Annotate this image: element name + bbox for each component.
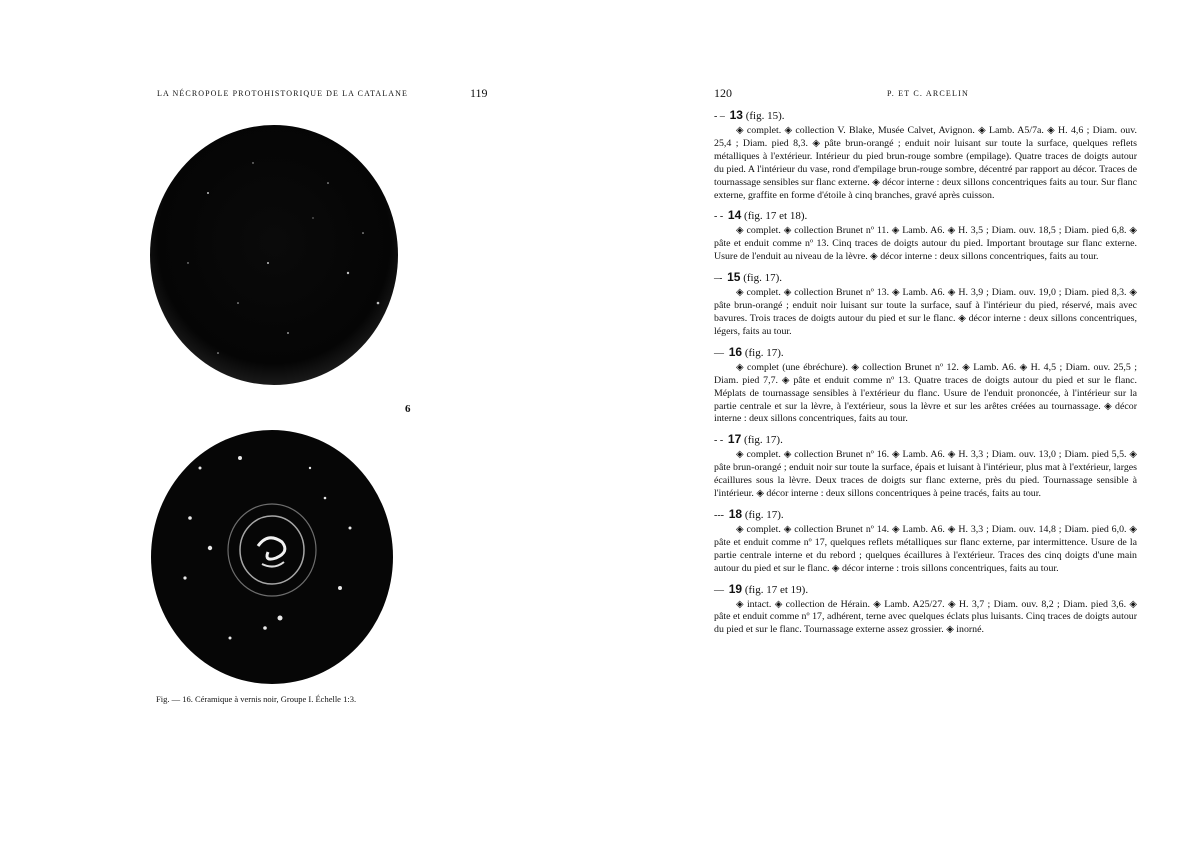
entry-number: 16 xyxy=(728,344,743,359)
catalogue-entry xyxy=(714,507,1137,576)
catalogue-entry xyxy=(714,208,1137,264)
entry-figure-ref: (fig. 15). xyxy=(745,110,785,122)
entry-dash: - - xyxy=(714,211,724,223)
figure-caption: Fig. — 16. Céramique à vernis noir, Groupe I. Échelle 1:3. xyxy=(156,694,357,704)
entry-number: 19 xyxy=(728,581,743,596)
catalogue-entry xyxy=(714,432,1137,501)
catalogue-entry xyxy=(714,582,1137,638)
entry-figure-ref: (fig. 17 et 18). xyxy=(744,210,808,223)
entry-figure-ref: (fig. 17 et 19). xyxy=(744,583,809,596)
entry-dash: --- xyxy=(714,509,724,521)
entry-description: ◈ complet. ◈ collection V. Blake, Musée Calvet, Avignon. ◈ Lamb. A5/7a. ◈ H. 4,6 ; Diam. ouv. 25,4 ; Diam. pied 8,3. ◈ pâte brun-orangé ; enduit noir luisant sur toute la surface, quelques reflets métalliques à l'extérieur. Intérieur du pied brun-rouge sombre (empilage). Quatre traces de doigts autour du pied. A l'intérieur du vase, rond d'empilage brun-rouge sombre, décentré par rapport au décor. Traces de tournassage sensibles sur flanc externe. ◈ décor interne : deux sillons concentriques faits au tour. Sur flanc externe, graffite en forme d'étoile à cinq branches, gravé après cuisson. xyxy=(714,125,1137,201)
entry-figure-ref: (fig. 17). xyxy=(744,346,784,359)
entry-description: ◈ complet. ◈ collection Brunet nº 14. ◈ Lamb. A6. ◈ H. 3,3 ; Diam. ouv. 14,8 ; Diam. pied 6,0. ◈ pâte et enduit comme nº 17, quelques reflets métalliques sur flanc externe, par intermittence. Usure de la partie centrale interne et du rebord ; quelques écaillures à l'extérieur. Traces des cinq doigts d'une main autour du pied et sur le flanc. ◈ décor interne : trois sillons concentriques, faits au tour. xyxy=(714,523,1137,574)
page-number-left: 119 xyxy=(470,86,488,100)
entry-heading xyxy=(714,345,1137,361)
entry-figure-ref: (fig. 17). xyxy=(744,508,784,521)
entry-description: ◈ complet. ◈ collection Brunet nº 13. ◈ Lamb. A6. ◈ H. 3,9 ; Diam. ouv. 19,0 ; Diam. pied 8,3. ◈ pâte brun-orangé ; enduit noir luisant sur toute la surface, sauf à l'intérieur du pied, réservé, mais avec bavures. Trois traces de doigts autour du pied et sur le flanc. ◈ décor interne : deux sillons concentriques, légers, faits au tour. xyxy=(714,287,1137,337)
entry-dash: — xyxy=(714,584,724,596)
entry-figure-ref: (fig. 17). xyxy=(743,272,782,285)
entry-number: 18 xyxy=(728,506,743,521)
entry-dash: –- xyxy=(714,273,723,285)
entry-figure-ref: (fig. 17). xyxy=(744,434,783,447)
entry-dash: - – xyxy=(714,111,725,122)
entry-dash: - - xyxy=(714,435,724,447)
entry-description: ◈ complet (une ébréchure). ◈ collection Brunet nº 12. ◈ Lamb. A6. ◈ H. 4,5 ; Diam. ouv. 25,5 ; Diam. pied 7,7. ◈ pâte et enduit comme nº 13. Quatre traces de doigts autour du pied et sur le flanc. Méplats de tournassage sensibles à l'extérieur du flanc. Usure de l'enduit prononcée, à l'intérieur sur la partie centrale et sur la lèvre, à l'extérieur, sous la lèvre et sur les arêtes créées au tournassage. ◈ décor interne : deux sillons concentriques, faits au tour. xyxy=(714,361,1137,425)
entry-number: 17 xyxy=(727,432,742,447)
entry-heading xyxy=(714,270,1137,286)
black-glaze-bowl-interior-photo xyxy=(150,428,395,686)
catalogue-entry xyxy=(714,270,1137,339)
entry-dash: — xyxy=(714,347,724,359)
plate-label: 6 xyxy=(405,403,411,415)
entry-heading xyxy=(714,208,1137,224)
catalogue-entry xyxy=(714,108,1137,202)
running-head-authors: P. ET C. ARCELIN xyxy=(887,89,969,98)
entry-number: 15 xyxy=(727,270,741,285)
right-page xyxy=(600,0,1200,847)
entry-description: ◈ intact. ◈ collection de Hérain. ◈ Lamb. A25/27. ◈ H. 3,7 ; Diam. ouv. 8,2 ; Diam. pied 3,6. ◈ pâte et enduit comme nº 17, adhérent, terne avec quelques éclats plus luisants. Cinq traces de doigts autour du pied et sur le flanc. Tournassage externe assez grossier. ◈ inorné. xyxy=(714,598,1137,636)
entry-heading xyxy=(714,507,1137,523)
entry-number: 13 xyxy=(729,108,743,122)
entry-number: 14 xyxy=(727,208,742,223)
entry-description: ◈ complet. ◈ collection Brunet nº 16. ◈ Lamb. A6. ◈ H. 3,3 ; Diam. ouv. 13,0 ; Diam. pied 5,5. ◈ pâte brun-orangé ; enduit noir sur toute la surface, épais et luisant à l'intérieur, plus mat à l'extérieur, larges écaillures sous la lèvre. Deux traces de doigts sur flanc externe, près du pied. Tournassage sensible à l'intérieur. ◈ décor interne : deux sillons concentriques à peine tracés, faits au tour. xyxy=(714,449,1137,500)
entry-heading xyxy=(714,582,1137,598)
catalogue-entries xyxy=(714,108,1137,643)
black-glaze-bowl-exterior-photo xyxy=(148,123,400,387)
page-number-right: 120 xyxy=(714,86,732,100)
catalogue-entry xyxy=(714,345,1137,427)
entry-heading xyxy=(714,432,1137,448)
entry-description: ◈ complet. ◈ collection Brunet nº 11. ◈ Lamb. A6. ◈ H. 3,5 ; Diam. ouv. 18,5 ; Diam. pied 6,8. ◈ pâte et enduit comme nº 13. Cinq traces de doigts autour du pied. Important broutage sur flanc externe. Usure de l'enduit au niveau de la lèvre. ◈ décor interne : deux sillons concentriques, faits au tour. xyxy=(714,225,1137,263)
running-head-title: LA NÉCROPOLE PROTOHISTORIQUE DE LA CATALANE xyxy=(157,89,409,98)
entry-heading xyxy=(714,108,1137,124)
